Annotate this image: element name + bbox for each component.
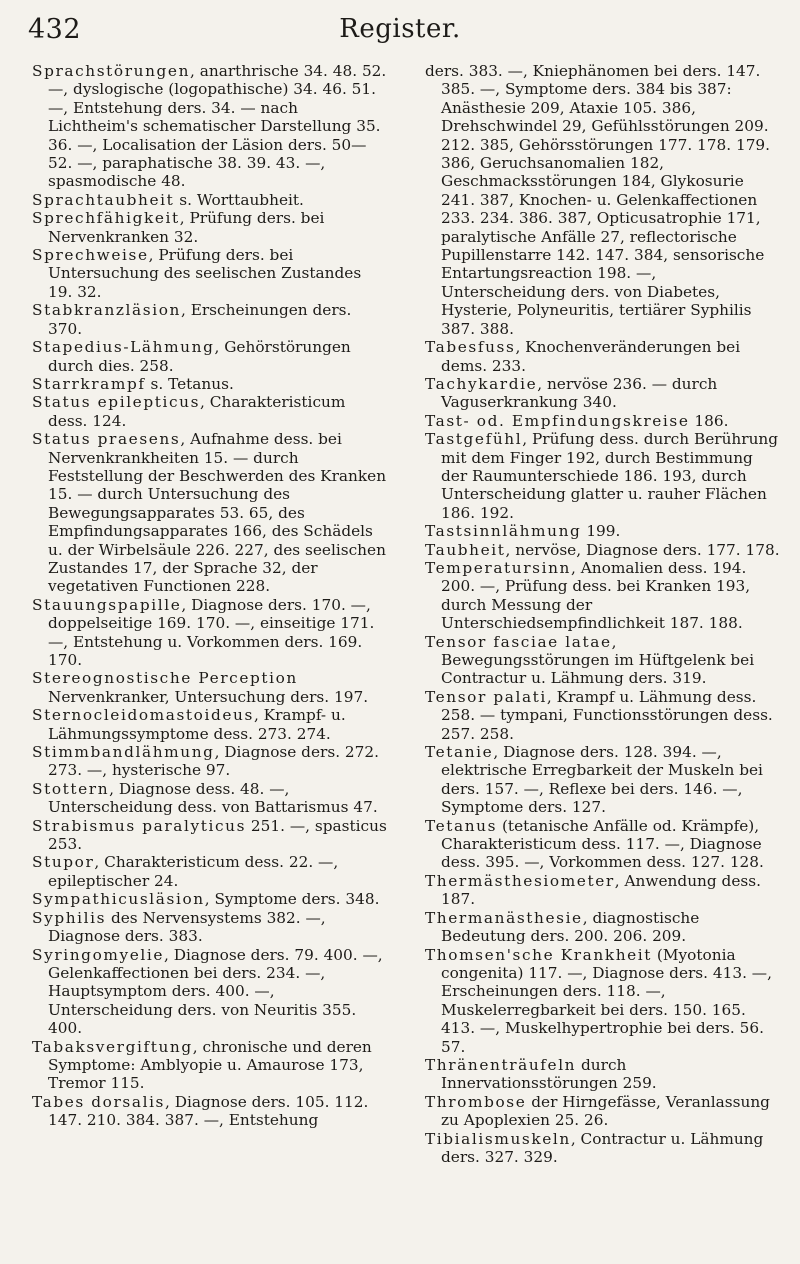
index-entry bbox=[425, 62, 781, 338]
index-keyword: Tabaksvergiftung bbox=[32, 1037, 193, 1056]
index-entry bbox=[425, 633, 781, 688]
index-references: , Anwendung dess. 187. bbox=[441, 871, 761, 909]
index-references: , Diagnose ders. 170. —, doppelseitige 169. 170. —, einseitige 171. —, Entstehung u. Vorkommen ders. 169. 170. bbox=[48, 595, 375, 669]
index-entry bbox=[425, 743, 781, 817]
index-entry bbox=[425, 1093, 781, 1130]
index-references: der Hirngefässe, Veranlassung zu Apoplexien 25. 26. bbox=[441, 1092, 770, 1130]
index-keyword: Syphilis bbox=[32, 908, 107, 927]
index-entry bbox=[425, 338, 781, 375]
index-references: (Myotonia congenita) 117. —, Diagnose ders. 413. —, Erscheinungen ders. 118. —, Muskelerregbarkeit bei ders. 150. 165. 413. —, Muskelhypertrophie bei ders. 56. 57. bbox=[441, 945, 772, 1056]
index-entry bbox=[425, 1056, 781, 1093]
index-entry bbox=[32, 946, 388, 1038]
index-references: (tetanische Anfälle od. Krämpfe), Charakteristicum dess. 117. —, Diagnose dess. 395. —, Vorkommen dess. 127. 128. bbox=[441, 816, 764, 872]
index-keyword: Sternocleidomastoideus bbox=[32, 706, 254, 725]
index-references: , Prüfung ders. bei Nervenkranken 32. bbox=[48, 209, 325, 246]
index-keyword: Status praesens bbox=[32, 430, 181, 449]
index-keyword: Tabes dorsalis bbox=[32, 1092, 166, 1111]
index-references: , Gehörstörungen durch dies. 258. bbox=[48, 338, 351, 375]
index-entry bbox=[32, 817, 388, 854]
index-keyword: Tachykardie bbox=[425, 374, 538, 393]
index-references: s. Tetanus. bbox=[145, 374, 234, 393]
index-keyword: Stottern bbox=[32, 779, 110, 798]
index-keyword: Thermanästhesie bbox=[425, 908, 583, 927]
index-references: , Charakteristicum dess. 22. —, epileptischer 24. bbox=[48, 853, 339, 890]
index-entry bbox=[32, 669, 388, 706]
index-entry bbox=[425, 559, 781, 633]
index-entry bbox=[32, 209, 388, 246]
index-entry bbox=[425, 541, 781, 559]
index-references: Nervenkranker, Untersuchung ders. 197. bbox=[48, 687, 369, 706]
index-keyword: Thermästhesiometer bbox=[425, 871, 615, 890]
index-keyword: Tensor fasciae latae bbox=[425, 632, 612, 651]
index-keyword: Temperatursinn bbox=[425, 558, 572, 577]
index-entry bbox=[425, 430, 781, 522]
page-title: Register. bbox=[339, 14, 461, 44]
index-entry bbox=[425, 946, 781, 1056]
index-references: , Diagnose ders. 105. 112. 147. 210. 384. 387. —, Entstehung bbox=[48, 1092, 369, 1130]
index-keyword: Taubheit bbox=[425, 540, 506, 559]
index-entry bbox=[32, 1038, 388, 1093]
index-references: , Diagnose ders. 79. 400. —, Gelenkaffectionen bei ders. 234. —, Hauptsymptom ders. 400. —, Unterscheidung ders. von Neuritis 355. 400. bbox=[48, 945, 383, 1038]
index-keyword: Stabkranzläsion bbox=[32, 301, 181, 320]
index-references: ders. 383. —, Kniephänomen bei ders. 147. 385. —, Symptome ders. 384 bis 387: Anästhesie 209, Ataxie 105. 386, Drehschwindel 29, Gefühlsstörungen 209. 212. 385, Gehörsstörungen 177. 178. 179. 386, Geruchsanomalien 182, Geschmacksstörungen 184, Glykosurie 241. 387, Knochen- u. Gelenkaffectionen 233. 234. 386. 387, Opticusatrophie 171, paralytische Anfälle 27, reflectorische Pupillenstarre 142. 147. 384, sensorische Entartungsreaction 198. —, Unterscheidung ders. von Diabetes, Hysterie, Polyneuritis, tertiärer Syphilis 387. 388. bbox=[425, 62, 771, 338]
page-number: 432 bbox=[28, 14, 82, 45]
index-references: , Prüfung dess. durch Berührung mit dem Finger 192, durch Bestimmung der Raumunterschiede 186. 193, durch Unterscheidung glatter u. rauher Flächen 186. 192. bbox=[441, 430, 779, 522]
index-references: , Krampf- u. Lähmungssymptome dess. 273. 274. bbox=[48, 706, 346, 743]
index-keyword: Sprechfähigkeit bbox=[32, 209, 180, 228]
index-entry bbox=[425, 522, 781, 540]
index-keyword: Thränenträufeln bbox=[425, 1055, 577, 1074]
page-header bbox=[28, 14, 772, 48]
index-references: , Aufnahme dess. bei Nervenkrankheiten 15. — durch Feststellung der Beschwerden des Kranken 15. — durch Untersuchung des Bewegungsapparates 53. 65, des Empfindungsapparates 166, des Schädels u. der Wirbelsäule 226. 227, des seelischen Zustandes 17, der Sprache 32, der vegetativen Functionen 228. bbox=[48, 430, 387, 596]
index-keyword: Sympathicusläsion bbox=[32, 890, 205, 909]
index-references: 251. —, spasticus 253. bbox=[48, 816, 387, 854]
index-references: 186. bbox=[689, 411, 729, 430]
index-references: , nervöse 236. — durch Vaguserkrankung 340. bbox=[441, 374, 718, 412]
index-keyword: Stauungspapille bbox=[32, 595, 182, 614]
index-entry bbox=[32, 706, 388, 743]
index-keyword: Stereognostische Perception bbox=[32, 669, 298, 688]
index-entry bbox=[32, 375, 388, 393]
index-references: , Erscheinungen ders. 370. bbox=[48, 301, 352, 338]
index-entry bbox=[425, 412, 781, 430]
index-keyword: Thomsen'sche Krankheit bbox=[425, 945, 653, 964]
index-keyword: Sprechweise bbox=[32, 246, 149, 265]
index-entry bbox=[425, 909, 781, 946]
index-entry bbox=[32, 743, 388, 780]
index-entry bbox=[32, 393, 388, 430]
index-keyword: Stupor bbox=[32, 853, 95, 872]
index-keyword: Strabismus paralyticus bbox=[32, 816, 247, 835]
index-references: , Bewegungsstörungen im Hüftgelenk bei Contractur u. Lähmung ders. 319. bbox=[441, 632, 755, 688]
index-references: 199. bbox=[581, 522, 621, 541]
index-references: , Knochenveränderungen bei dems. 233. bbox=[441, 338, 741, 375]
index-keyword: Tetanus bbox=[425, 816, 498, 835]
index-references: , chronische und deren Symptome: Amblyopie u. Amaurose 173, Tremor 115. bbox=[48, 1037, 372, 1093]
index-entry bbox=[425, 375, 781, 412]
index-references: , Charakteristicum dess. 124. bbox=[48, 393, 346, 430]
index-entry bbox=[32, 780, 388, 817]
index-entry bbox=[32, 890, 388, 908]
index-entry bbox=[32, 430, 388, 596]
index-references: , Prüfung ders. bei Untersuchung des seelischen Zustandes 19. 32. bbox=[48, 246, 362, 301]
index-keyword: Stimmbandlähmung bbox=[32, 743, 215, 762]
index-keyword: Sprachtaubheit bbox=[32, 190, 175, 209]
index-references: s. Worttaubheit. bbox=[174, 190, 304, 209]
index-keyword: Sprachstörungen bbox=[32, 62, 191, 80]
index-references: durch Innervationsstörungen 259. bbox=[441, 1055, 657, 1093]
index-references: , Anomalien dess. 194. 200. —, Prüfung dess. bei Kranken 193, durch Messung der Unterschiedsempfindlichkeit 187. 188. bbox=[441, 558, 751, 633]
index-entry bbox=[425, 1130, 781, 1167]
index-entry bbox=[32, 62, 388, 191]
index-entry bbox=[32, 853, 388, 890]
index-keyword: Tibialismuskeln bbox=[425, 1129, 571, 1148]
index-entry bbox=[425, 872, 781, 909]
index-references: , Diagnose ders. 128. 394. —, elektrische Erregbarkeit der Muskeln bei ders. 157. —, Reflexe bei ders. 146. —, Symptome ders. 127. bbox=[441, 743, 763, 817]
index-keyword: Status epilepticus bbox=[32, 393, 201, 412]
index-column-left bbox=[32, 62, 388, 1130]
index-keyword: Tast- od. Empfindungskreise bbox=[425, 411, 690, 430]
index-entry bbox=[425, 688, 781, 743]
index-keyword: Stapedius-Lähmung bbox=[32, 338, 215, 357]
index-references: , Diagnose ders. 272. 273. —, hysterische 97. bbox=[48, 743, 379, 780]
index-references: , anarthrische 34. 48. 52. —, dyslogische (logopathische) 34. 46. 51. —, Entstehung ders. 34. — nach Lichtheim's schematischer Darstellung 35. 36. —, Localisation der Läsion ders. 50—52. —, paraphatische 38. 39. 43. —, spasmodische 48. bbox=[48, 62, 387, 191]
index-entry bbox=[32, 1093, 388, 1130]
index-keyword: Tensor palati bbox=[425, 687, 547, 706]
index-column-right bbox=[425, 62, 781, 1166]
index-references: , Diagnose dess. 48. —, Unterscheidung dess. von Battarismus 47. bbox=[48, 779, 378, 817]
index-references: , nervöse, Diagnose ders. 177. 178. bbox=[505, 540, 780, 559]
index-entry bbox=[32, 301, 388, 338]
index-references: , diagnostische Bedeutung ders. 200. 206. 209. bbox=[441, 908, 700, 946]
index-keyword: Syringomyelie bbox=[32, 945, 165, 964]
index-references: , Krampf u. Lähmung dess. 258. — tympani, Functionsstörungen dess. 257. 258. bbox=[441, 687, 773, 743]
index-keyword: Thrombose bbox=[425, 1092, 527, 1111]
index-references: , Symptome ders. 348. bbox=[204, 890, 380, 909]
index-entry bbox=[32, 596, 388, 670]
index-entry bbox=[32, 191, 388, 209]
index-entry bbox=[32, 338, 388, 375]
index-keyword: Starrkrampf bbox=[32, 374, 146, 393]
index-keyword: Tabesfuss bbox=[425, 338, 516, 357]
index-entry bbox=[32, 246, 388, 301]
index-entry bbox=[425, 817, 781, 872]
index-references: , Contractur u. Lähmung ders. 327. 329. bbox=[441, 1129, 764, 1166]
index-keyword: Tastsinnlähmung bbox=[425, 522, 582, 541]
index-keyword: Tetanie bbox=[425, 743, 494, 762]
index-keyword: Tastgefühl bbox=[425, 430, 523, 449]
index-entry bbox=[32, 909, 388, 946]
index-references: des Nervensystems 382. —, Diagnose ders. 383. bbox=[48, 908, 326, 946]
